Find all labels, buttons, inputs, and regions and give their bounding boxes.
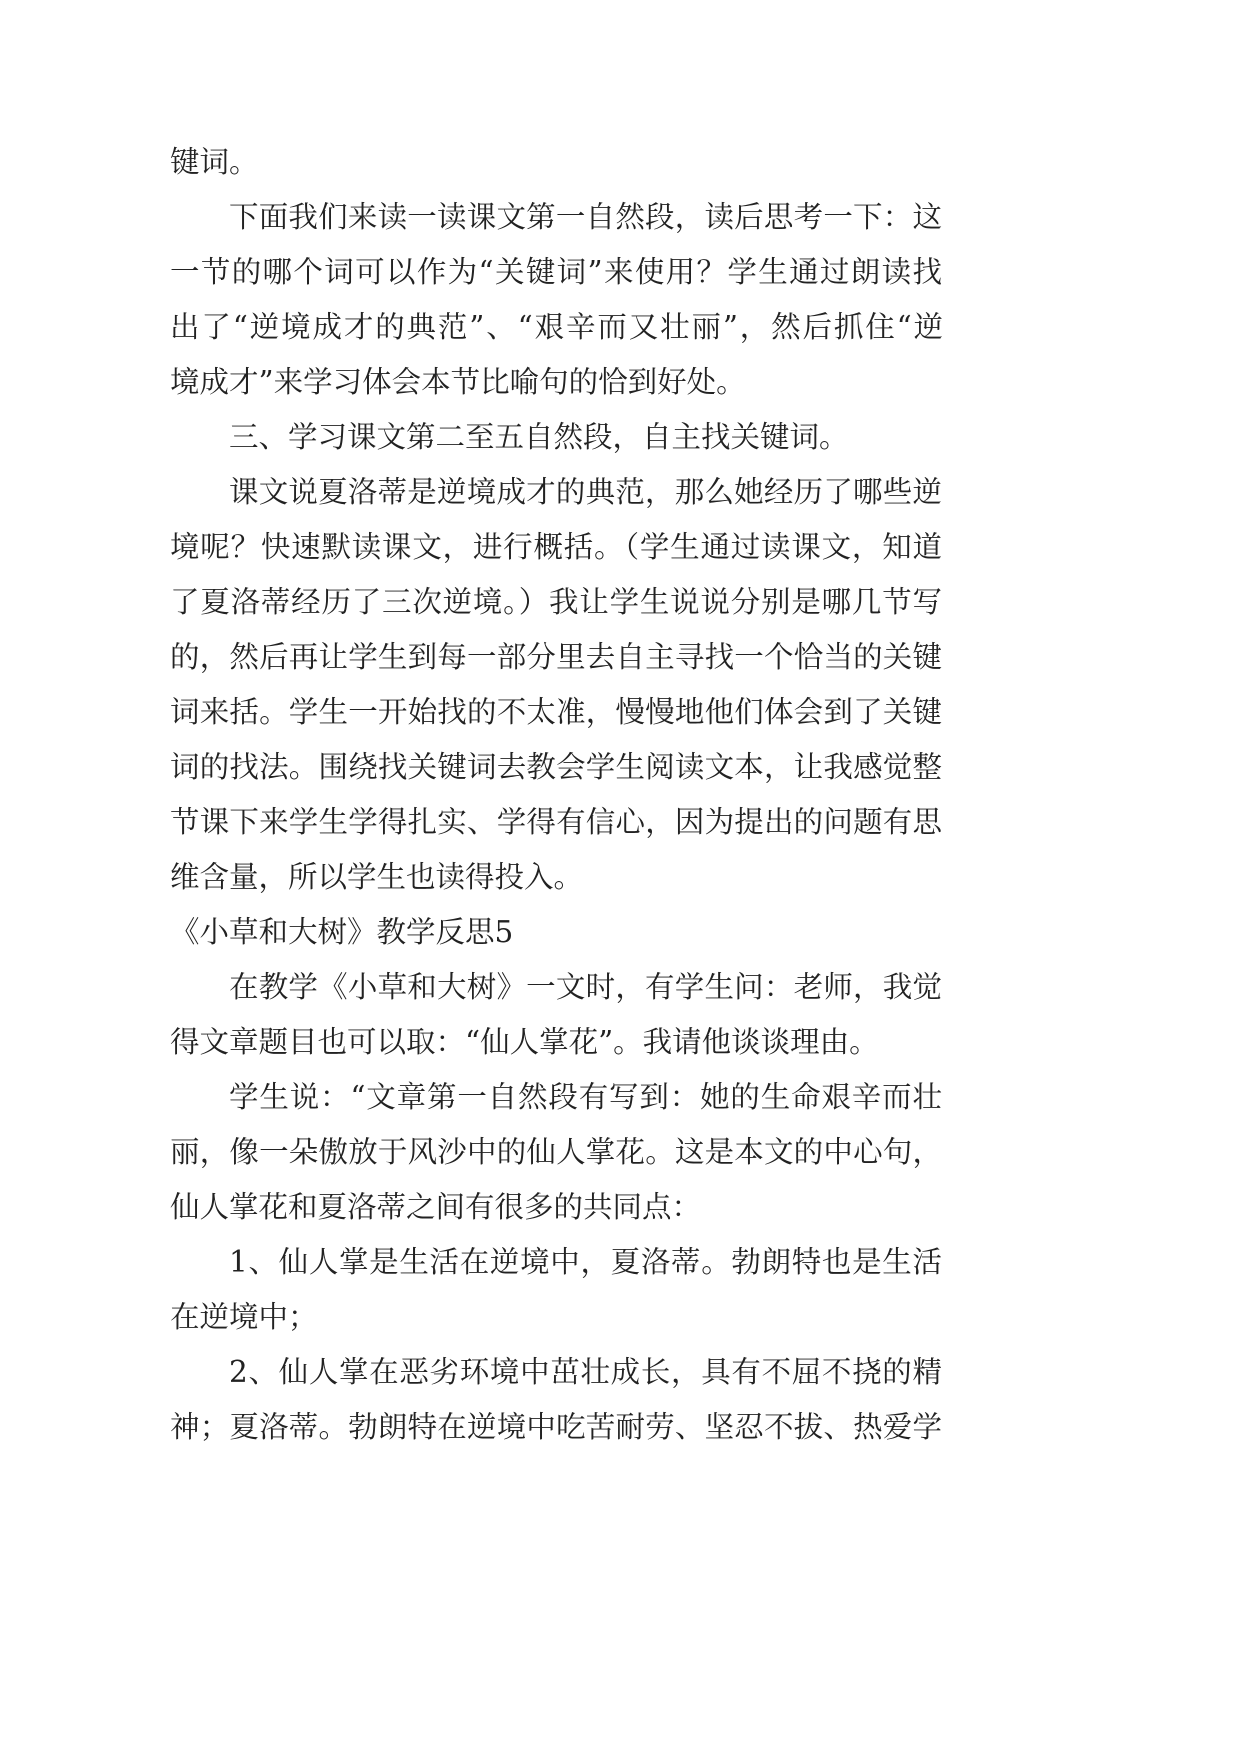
text-line: 在教学《小草和大树》一文时，有学生问：老师，我觉	[229, 970, 942, 1004]
text-line: 神；夏洛蒂。勃朗特在逆境中吃苦耐劳、坚忍不拔、热爱学	[170, 1410, 942, 1444]
text-line: 课文说夏洛蒂是逆境成才的典范，那么她经历了哪些逆	[229, 475, 942, 509]
text-line: 了夏洛蒂经历了三次逆境。）我让学生说说分别是哪几节写	[170, 585, 942, 619]
text-line: 得文章题目也可以取：“仙人掌花”。我请他谈谈理由。	[170, 1025, 879, 1059]
text-line: 节课下来学生学得扎实、学得有信心，因为提出的问题有思	[170, 805, 942, 839]
text-line: 下面我们来读一读课文第一自然段，读后思考一下：这	[229, 200, 942, 234]
paragraph	[170, 135, 942, 190]
text-line: 出了“逆境成才的典范”、“艰辛而又壮丽”，然后抓住“逆	[170, 310, 942, 344]
text-line: 在逆境中；	[170, 1300, 318, 1334]
paragraph	[170, 1070, 942, 1235]
section-heading: 《小草和大树》教学反思5	[170, 915, 514, 949]
text-line: 1、仙人掌是生活在逆境中，夏洛蒂。勃朗特也是生活	[229, 1245, 942, 1279]
text-line: 境成才”来学习体会本节比喻句的恰到好处。	[170, 365, 746, 399]
text-line: 境呢？快速默读课文，进行概括。（学生通过读课文，知道	[170, 530, 942, 564]
text-line: 的，然后再让学生到每一部分里去自主寻找一个恰当的关键	[170, 640, 942, 674]
paragraph	[170, 1345, 942, 1455]
text-line: 学生说：“文章第一自然段有写到：她的生命艰辛而壮	[229, 1080, 942, 1114]
text-line: 维含量，所以学生也读得投入。	[170, 860, 584, 894]
text-line: 丽，像一朵傲放于风沙中的仙人掌花。这是本文的中心句，	[170, 1135, 942, 1169]
text-line: 2、仙人掌在恶劣环境中茁壮成长，具有不屈不挠的精	[229, 1355, 942, 1389]
text-line: 一节的哪个词可以作为“关键词”来使用？学生通过朗读找	[170, 255, 942, 289]
paragraph	[170, 465, 942, 905]
text-line: 词的找法。围绕找关键词去教会学生阅读文本，让我感觉整	[170, 750, 942, 784]
text-line: 词来括。学生一开始找的不太准，慢慢地他们体会到了关键	[170, 695, 942, 729]
paragraph	[170, 410, 942, 465]
document-body	[170, 135, 942, 1455]
paragraph	[170, 1235, 942, 1345]
paragraph	[170, 960, 942, 1070]
text-line: 仙人掌花和夏洛蒂之间有很多的共同点：	[170, 1190, 702, 1224]
text-line: 三、学习课文第二至五自然段，自主找关键词。	[229, 420, 849, 454]
text-line: 键词。	[170, 145, 259, 179]
paragraph	[170, 190, 942, 410]
